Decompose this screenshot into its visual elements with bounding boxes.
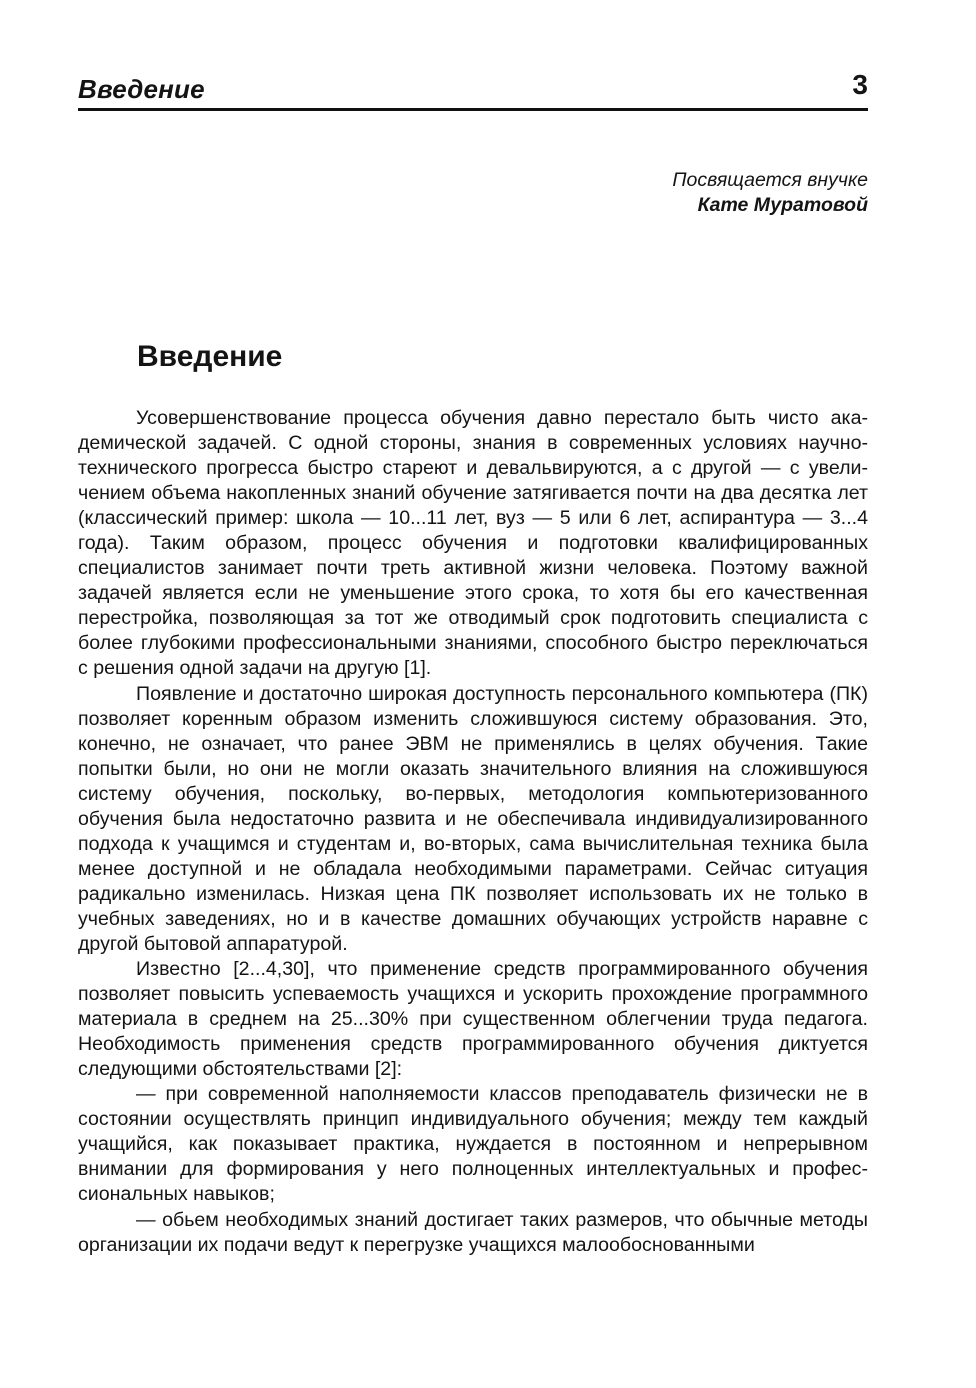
section-heading: Введение bbox=[137, 340, 283, 373]
body-text bbox=[78, 406, 868, 1258]
paragraph: — при современной наполняемости классов преподаватель физически не в состоянии осуществлять принцип индивидуального обучения; между тем каждый учащийся, как показывает практика, нуждается в постоянном и непрерывном внимании для формирования у него полноценных интеллектуальных и профессиональных навыков; bbox=[78, 1083, 868, 1206]
dedication-name: Кате Муратовой bbox=[697, 194, 868, 216]
running-title: Введение bbox=[78, 74, 205, 104]
paragraph: Известно [2...4,30], что применение средств программированного обучения позволяет повысить успеваемость учащихся и ускорить прохождение программного материала в среднем на 25...30% при существенном облегчении труда педагога. Необходимость применения средств программированного обучения диктуется следующими обстоятельствами [2]: bbox=[78, 958, 868, 1081]
page-number: 3 bbox=[852, 69, 868, 100]
dedication bbox=[672, 168, 868, 218]
paragraph: — обьем необходимых знаний достигает таких размеров, что обычные методы организации их подачи ведут к перегрузке учащихся малообоснованными bbox=[78, 1208, 868, 1256]
running-head bbox=[78, 66, 868, 111]
paragraph: Появление и достаточно широкая доступность персонального компьютера (ПК) позволяет коренным образом изменить сложившуюся систему образования. Это, конечно, не означает, что ранее ЭВМ не применялись в целях обучения. Такие попытки были, но они не могли оказать значительного влияния на сложившуюся систему обучения, поскольку, во-первых, методология компьютеризованного обучения была недостаточно развита и не обеспечивала индивидуализированного подхода к учащимся и студентам и, во-вторых, сама вычислительная техника была менее доступной и не обладала необходимыми параметрами. Сейчас ситуация радикально изменилась. Низкая цена ПК позволяет использовать их не только в учебных заведениях, но и в качестве домашних обучающих устройств наравне с другой бытовой аппаратурой. bbox=[78, 682, 868, 955]
paragraph: Усовершенствование процесса обучения давно перестало быть чисто академической задачей. С одной стороны, знания в современных условиях научно-технического прогресса быстро стареют и девальвируются, а с другой — с увеличением объема накопленных знаний обучение затягивается почти на два десятка лет (классический пример: школа — 10...11 лет, вуз — 5 или 6 лет, аспирантура — 3...4 года). Таким образом, процесс обучения и подготовки квалифицированных специалистов занимает почти треть активной жизни человека. Поэтому важной задачей является если не уменьшение этого срока, то хотя бы его качественная перестройка, позволяющая за тот же отводимый срок подготовить специалиста с более глубокими профессиональными знаниями, способного быстро переключаться с решения одной задачи на другую [1]. bbox=[78, 407, 868, 680]
dedication-line: Посвящается внучке bbox=[672, 169, 868, 191]
